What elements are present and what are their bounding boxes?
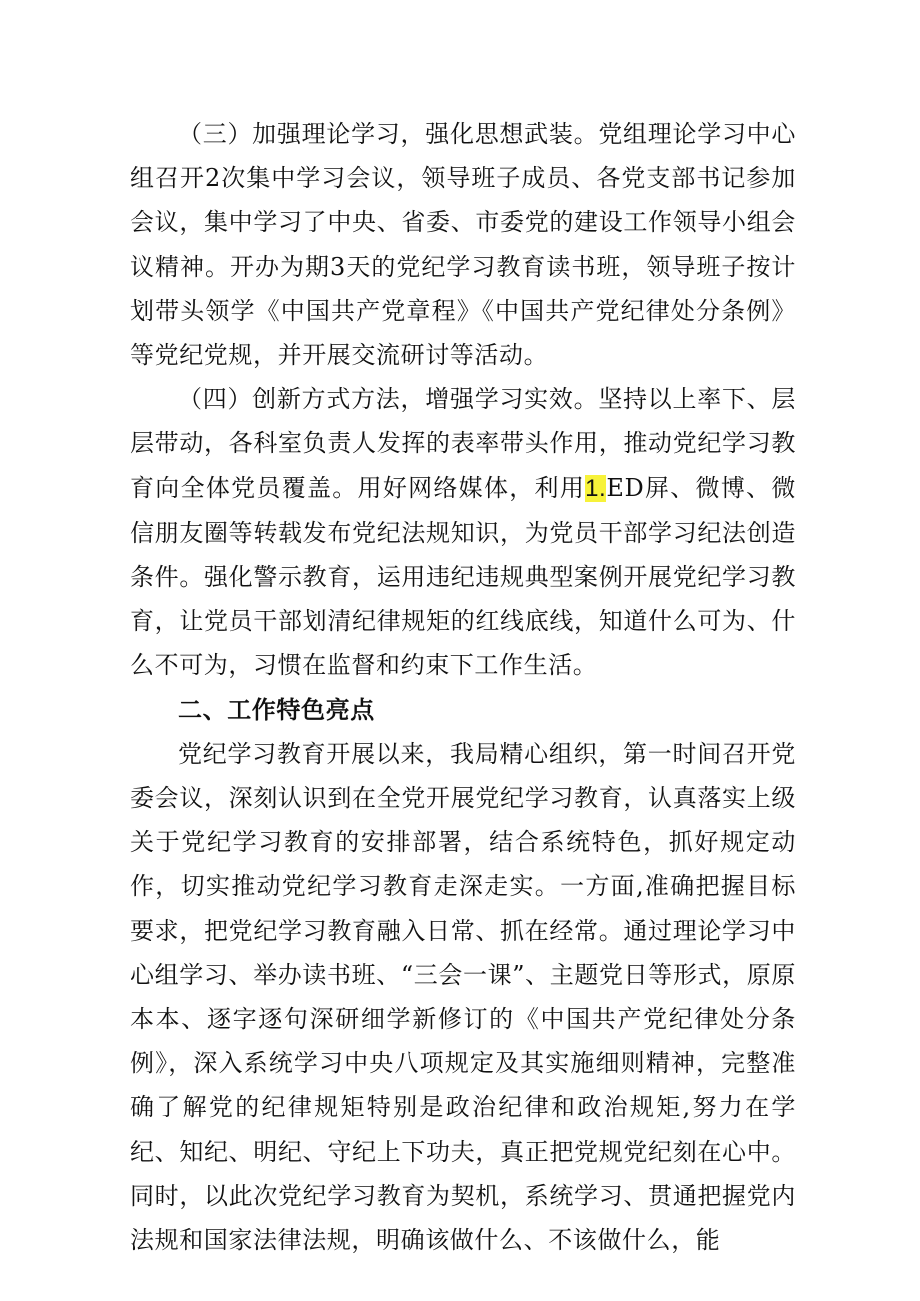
paragraph-section-4-before: （四）创新方式方法，增强学习实效。坚持以上率下、层层带动，各科室负责人发挥的表率带头作用，推动党纪学习教育向全体党员覆盖。用好网络媒体，利用 — [130, 385, 796, 502]
highlighted-text: 1. — [585, 474, 607, 502]
document-body — [130, 112, 796, 1262]
section-heading-2: 二、工作特色亮点 — [178, 695, 375, 724]
paragraph-section-4-after: ED屏、微博、微信朋友圈等转载发布党纪法规知识，为党员干部学习纪法创造条件。强化警示教育，运用违纪违规典型案例开展党纪学习教育，让党员干部划清纪律规矩的红线底线，知道什么可为、什么不可为，习惯在监督和约束下工作生活。 — [130, 473, 796, 680]
paragraph-section-4 — [130, 377, 796, 687]
paragraph-work-highlights: 党纪学习教育开展以来，我局精心组织，第一时间召开党委会议，深刻认识到在全党开展党纪学习教育，认真落实上级关于党纪学习教育的安排部署，结合系统特色，抓好规定动作，切实推动党纪学习教育走深走实。一方面,准确把握目标要求，把党纪学习教育融入日常、抓在经常。通过理论学习中心组学习、举办读书班、“三会一课”、主题党日等形式，原原本本、逐字逐句深研细学新修订的《中国共产党纪律处分条例》，深入系统学习中央八项规定及其实施细则精神，完整准确了解党的纪律规矩特别是政治纪律和政治规矩,努力在学纪、知纪、明纪、守纪上下功夫，真正把党规党纪刻在心中。同时，以此次党纪学习教育为契机，系统学习、贯通把握党内法规和国家法律法规，明确该做什么、不该做什么，能 — [130, 739, 796, 1255]
paragraph-section-3: （三）加强理论学习，强化思想武装。党组理论学习中心组召开2次集中学习会议，领导班子成员、各党支部书记参加会议，集中学习了中央、省委、市委党的建设工作领导小组会议精神。开办为期3天的党纪学习教育读书班，领导班子按计划带头领学《中国共产党章程》《中国共产党纪律处分条例》等党纪党规，并开展交流研讨等活动。 — [130, 120, 796, 370]
